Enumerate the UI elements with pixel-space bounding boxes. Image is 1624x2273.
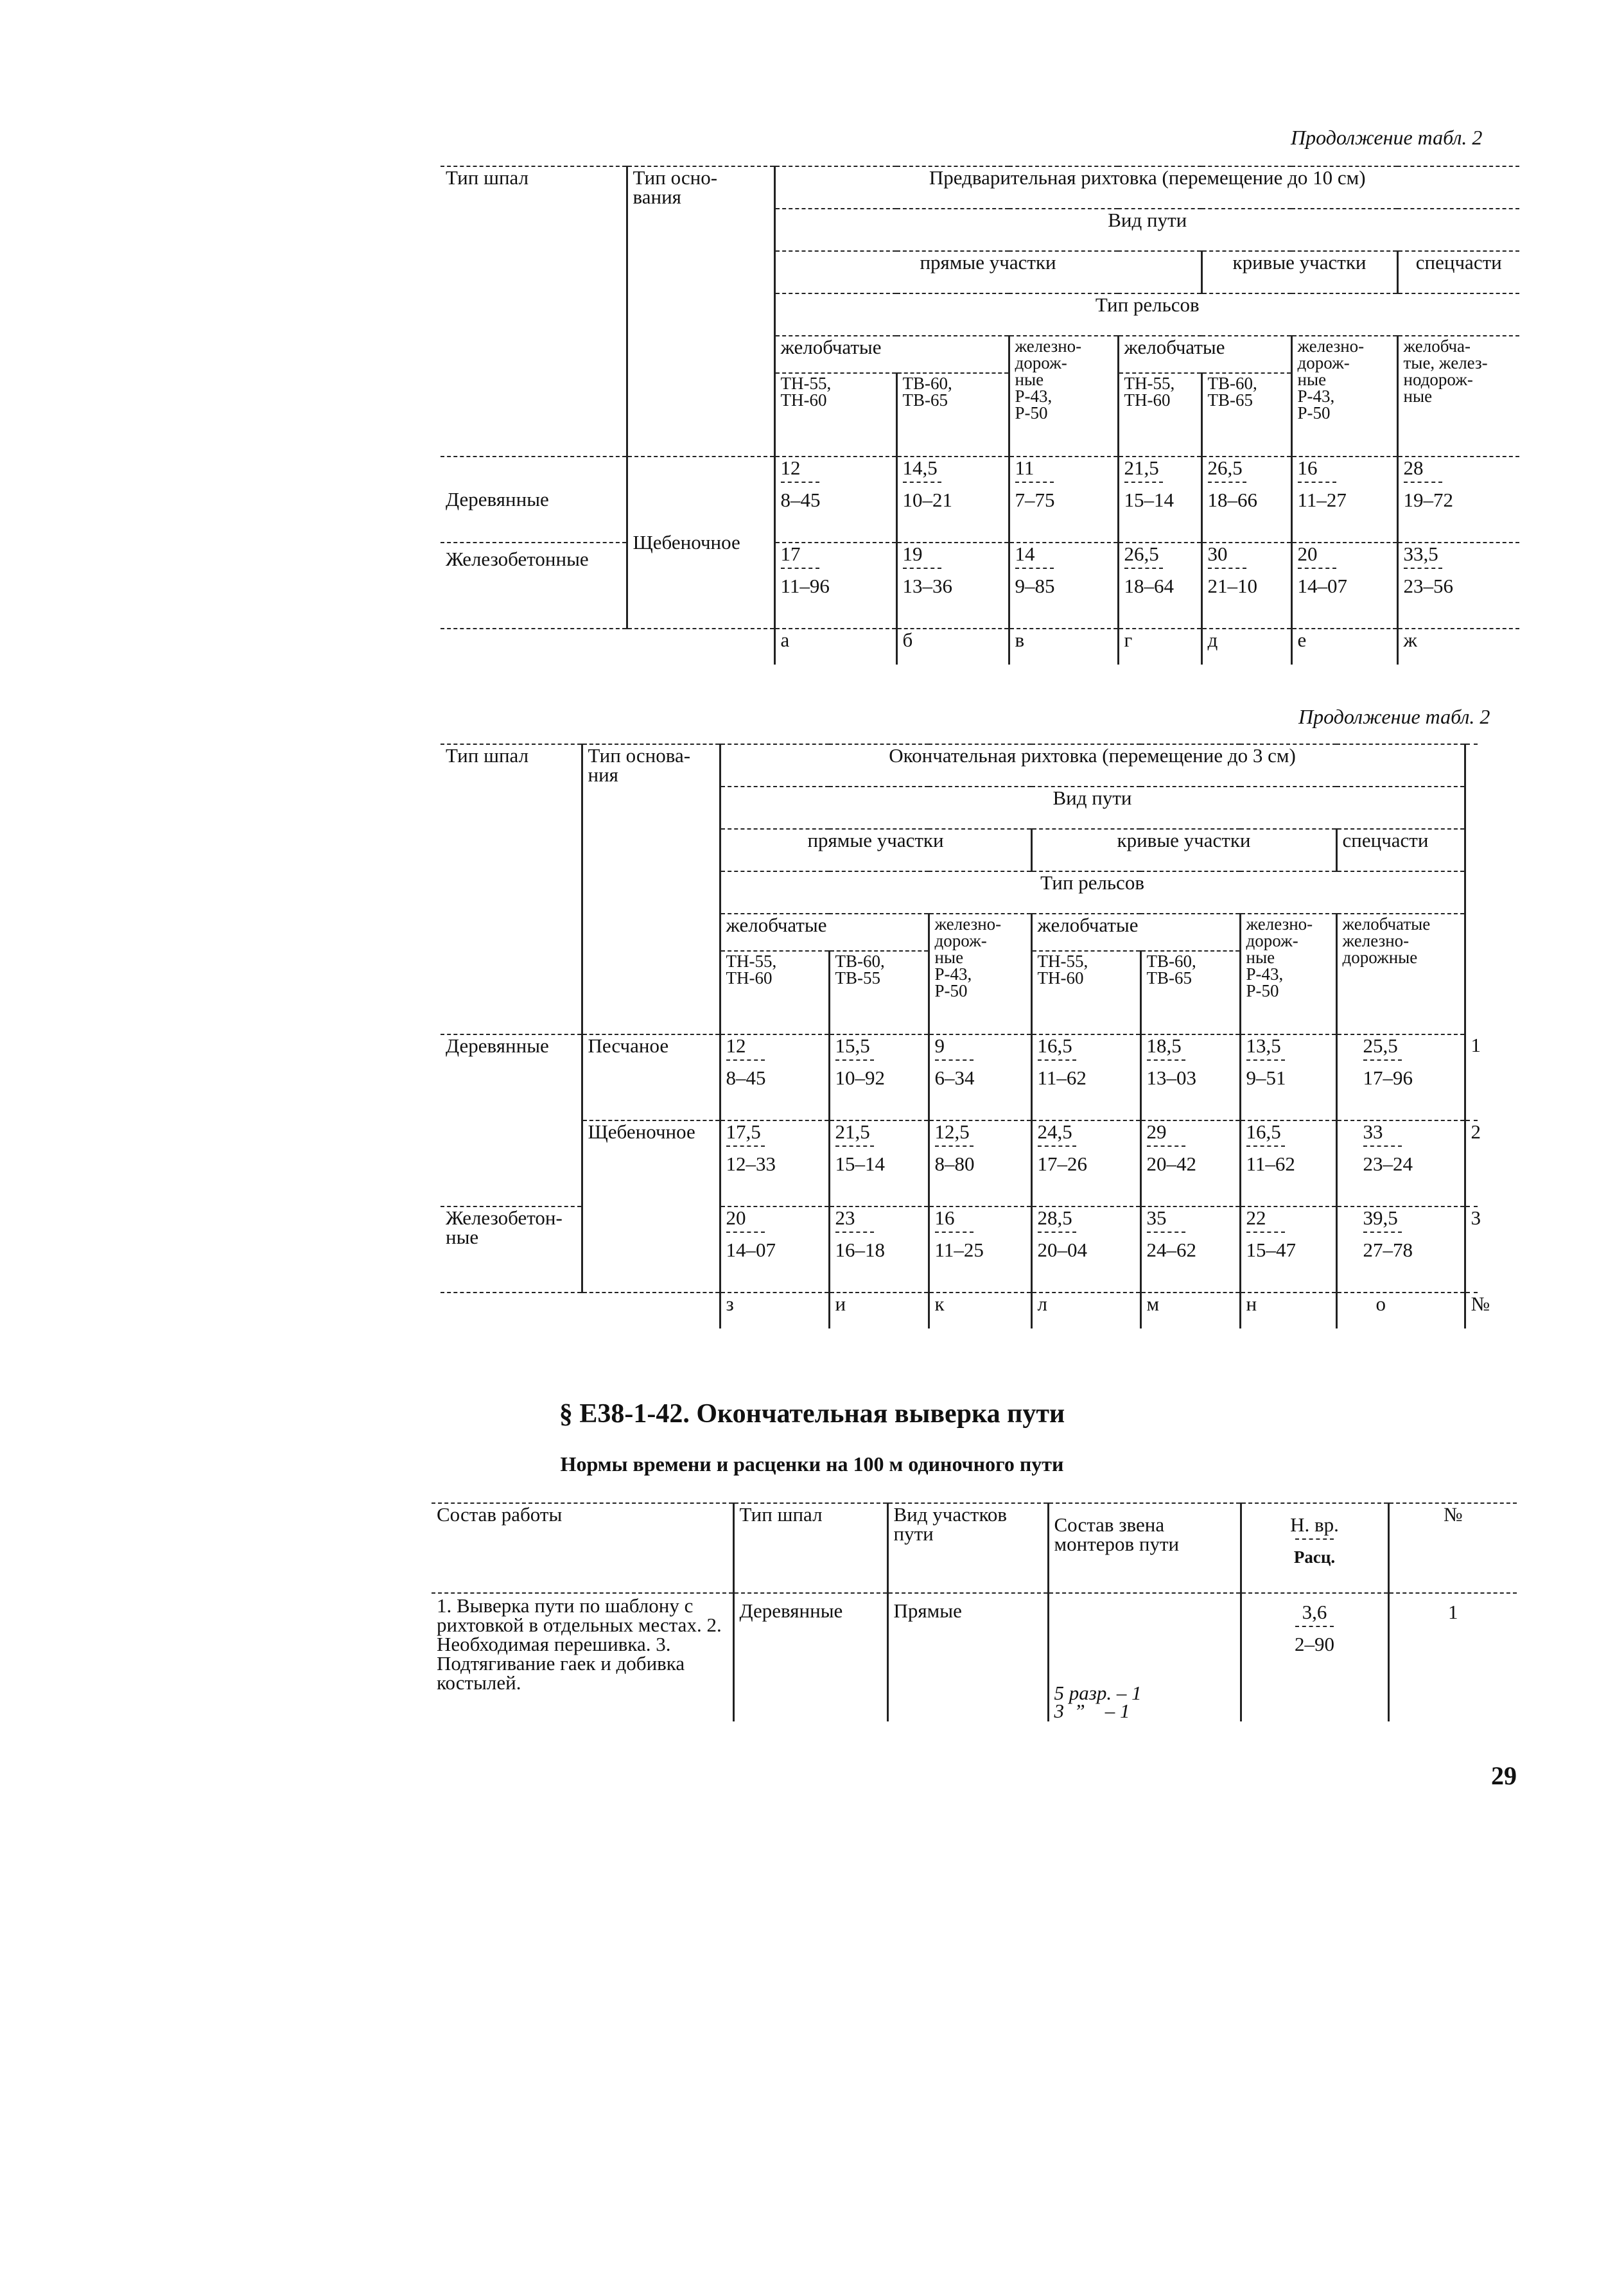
b-cell-1-6: $\frac{13,5}{9-51}$ [1240,1034,1336,1120]
table-b [441,744,1490,1328]
b-cell-1-2: $\frac{15,5}{10-92}$ [829,1034,929,1120]
b-header-tv-2: ТВ-60, ТВ-65 [1140,951,1240,1034]
b-row-num-3: 3 [1465,1206,1478,1293]
b-row-label-concrete: Железобетон- ные [441,1206,582,1293]
b-row-label-wood: Деревянные [441,1034,582,1120]
b-header-krivye: кривые участки [1031,829,1336,871]
table-a [441,166,1519,665]
cell-a1: $\frac{12}{8-45}$ [774,457,896,543]
header-tn-2: ТН-55, ТН-60 [1118,373,1201,457]
b-header-vid-puti: Вид пути [720,787,1465,829]
b-num-label: № [1471,1293,1490,1315]
header-tn-1: ТН-55, ТН-60 [774,373,896,457]
table-c [432,1502,1517,1721]
header-tv-2: ТВ-60, ТВ-65 [1201,373,1291,457]
b-cell-3-6: $\frac{22}{15-47}$ [1240,1206,1336,1293]
c-header-vid: Вид участков пути [887,1503,1048,1593]
b-cell-3-3: $\frac{16}{11-25}$ [929,1206,1031,1293]
b-header-zhelob-1: желобчатые [720,914,929,951]
b-header-tn-1: ТН-55, ТН-60 [720,951,829,1034]
cell-b3: $\frac{14}{9-85}$ [1009,543,1118,629]
c-nvr: 3,6 [1302,1601,1327,1623]
c-vid: Прямые [887,1593,1048,1721]
b-base-gravel: Щебеночное [582,1120,720,1206]
b-header-tip-osnovaniya: Тип основа- ния [582,744,720,1034]
b-header-tip-relsov: Тип рельсов [720,871,1465,914]
cell-b6: $\frac{20}{14-07}$ [1291,543,1397,629]
b-cell-2-4: $\frac{24,5}{17-26}$ [1031,1120,1140,1206]
letter-b: б [896,629,1009,665]
cell-b2: $\frac{19}{13-36}$ [896,543,1009,629]
b-cell-3-1: $\frac{20}{14-07}$ [720,1206,829,1293]
b-cell-3-2: $\frac{23}{16-18}$ [829,1206,929,1293]
header-zhelob-1: желобчатые [774,336,1009,373]
letter-e: е [1291,629,1397,665]
c-header-nvr: Н. вр. [1290,1513,1339,1536]
header-tip-relsov: Тип рельсов [774,293,1519,336]
b-header-zhd-1: железно- дорож- ные Р-43, Р-50 [929,914,1031,1034]
c-header-num: № [1388,1503,1517,1593]
base-gravel: Щебеночное [627,457,774,629]
b-header-operation: Окончательная рихтовка (перемещение до 3 см) [720,744,1465,787]
header-tip-shpal: Тип шпал [441,166,627,457]
b-cell-2-5: $\frac{29}{20-42}$ [1140,1120,1240,1206]
header-zhelob-zhd: желобча- тые, желез- нодорож- ные [1397,336,1519,457]
b-cell-1-1: $\frac{12}{8-45}$ [720,1034,829,1120]
b-header-zhelob-zhd: желобчатые железно- дорожные [1336,914,1465,1034]
b-row-num-1: 1 [1465,1034,1478,1120]
b-cell-2-6: $\frac{16,5}{11-62}$ [1240,1120,1336,1206]
header-pryamye: прямые участки [774,251,1201,293]
b-header-tv-1: ТВ-60, ТВ-55 [829,951,929,1034]
section-subtitle: Нормы времени и расценки на 100 м одиночного пути [560,1452,1064,1476]
header-vid-puti: Вид пути [774,209,1519,251]
b-letter-z: з [720,1293,829,1328]
header-zhd-2: железно- дорож- ные Р-43, Р-50 [1291,336,1397,457]
row-label-concrete: Железобетонные [441,543,627,629]
b-header-zhelob-2: желобчатые [1031,914,1240,951]
b-cell-3-4: $\frac{28,5}{20-04}$ [1031,1206,1140,1293]
b-header-pryamye: прямые участки [720,829,1031,871]
cell-a5: $\frac{26,5}{18-66}$ [1201,457,1291,543]
c-header-nvr-rasc [1241,1503,1388,1593]
header-operation: Предварительная рихтовка (перемещение до 10 см) [774,166,1519,209]
c-header-sostav: Состав работы [432,1503,733,1593]
b-cell-2-7: $\frac{33}{23-24}$ [1336,1120,1465,1206]
b-cell-3-7: $\frac{39,5}{27-78}$ [1336,1206,1465,1293]
c-zveno-2: 3 ” – 1 [1054,1700,1130,1722]
b-cell-3-5: $\frac{35}{24-62}$ [1140,1206,1240,1293]
row-label-wood: Деревянные [441,457,627,543]
header-krivye: кривые участки [1201,251,1397,293]
c-nvr-rasc [1241,1593,1388,1721]
c-header-rasc: Расц. [1293,1547,1336,1567]
c-num: 1 [1448,1601,1458,1623]
b-header-spec: спецчасти [1336,829,1465,871]
cell-a3: $\frac{11}{7-75}$ [1009,457,1118,543]
b-letter-o: о [1336,1293,1465,1328]
c-rasc: 2–90 [1295,1633,1334,1655]
b-letter-l: л [1031,1293,1140,1328]
letter-g: г [1118,629,1201,665]
b-cell-2-3: $\frac{12,5}{8-80}$ [929,1120,1031,1206]
cell-a7: $\frac{28}{19-72}$ [1397,457,1519,543]
b-header-tip-shpal: Тип шпал [441,744,582,1034]
c-tip-shpal: Деревянные [733,1593,887,1721]
header-tv-1: ТВ-60, ТВ-65 [896,373,1009,457]
cell-a2: $\frac{14,5}{10-21}$ [896,457,1009,543]
b-cell-2-2: $\frac{21,5}{15-14}$ [829,1120,929,1206]
header-tip-osnovaniya: Тип осно- вания [627,166,774,457]
letter-v: в [1009,629,1118,665]
cell-b4: $\frac{26,5}{18-64}$ [1118,543,1201,629]
header-spec: спецчасти [1397,251,1519,293]
b-cell-1-3: $\frac{9}{6-34}$ [929,1034,1031,1120]
b-cell-1-7: $\frac{25,5}{17-96}$ [1336,1034,1465,1120]
b-cell-2-1: $\frac{17,5}{12-33}$ [720,1120,829,1206]
cell-a4: $\frac{21,5}{15-14}$ [1118,457,1201,543]
b-row-num-2: 2 [1465,1120,1478,1206]
header-zhd-1: железно- дорож- ные Р-43, Р-50 [1009,336,1118,457]
cell-b1: $\frac{17}{11-96}$ [774,543,896,629]
letter-d: д [1201,629,1291,665]
letter-a: а [774,629,896,665]
page-number: 29 [1491,1761,1517,1790]
cell-a6: $\frac{16}{11-27}$ [1291,457,1397,543]
cell-b5: $\frac{30}{21-10}$ [1201,543,1291,629]
table-a-continuation: Продолжение табл. 2 [1291,126,1483,149]
c-header-zveno: Состав звена монтеров пути [1048,1503,1241,1593]
c-zveno-1: 5 разр. – 1 [1054,1682,1142,1704]
b-letter-i: и [829,1293,929,1328]
cell-b7: $\frac{33,5}{23-56}$ [1397,543,1519,629]
b-base-sand: Песчаное [582,1034,720,1120]
table-b-continuation: Продолжение табл. 2 [1298,705,1490,728]
letter-zh: ж [1403,629,1417,651]
c-zveno [1048,1593,1241,1721]
b-letter-k: к [929,1293,1031,1328]
b-cell-1-4: $\frac{16,5}{11-62}$ [1031,1034,1140,1120]
b-letter-m: м [1140,1293,1240,1328]
b-header-tn-2: ТН-55, ТН-60 [1031,951,1140,1034]
b-header-zhd-2: железно- дорож- ные Р-43, Р-50 [1240,914,1336,1034]
b-letter-n: н [1240,1293,1336,1328]
section-title: § Е38-1-42. Окончательная выверка пути [559,1399,1065,1429]
c-work-description: 1. Выверка пути по шаблону с рихтовкой в отдельных местах. 2. Необходимая перешивка. 3. Подтягивание гаек и добивка костылей. [432,1593,733,1721]
c-header-tip-shpal: Тип шпал [733,1503,887,1593]
header-zhelob-2: желобчатые [1118,336,1291,373]
b-cell-1-5: $\frac{18,5}{13-03}$ [1140,1034,1240,1120]
